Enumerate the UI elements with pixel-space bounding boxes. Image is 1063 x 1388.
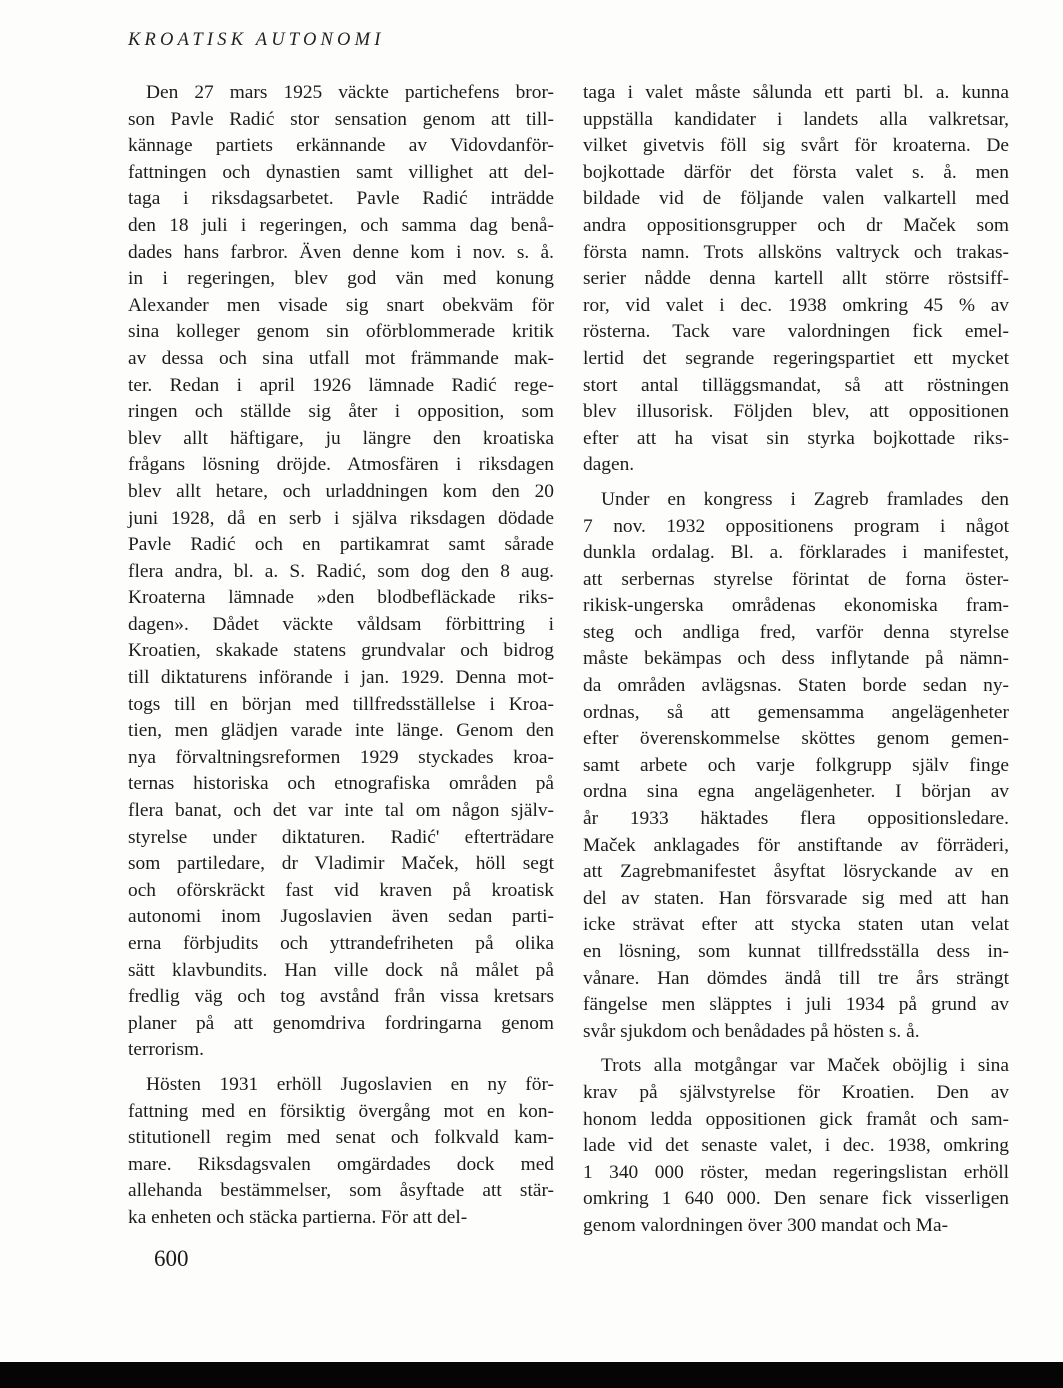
text-line: samt arbete och varje folkgrupp själv finge	[583, 754, 1009, 776]
text-line: omkring 1 640 000. Den senare fick visserligen	[583, 1188, 1009, 1210]
text-line: da områden avlägsnas. Staten borde sedan ny-	[583, 675, 1009, 697]
text-line: efter att ha visat sin styrka bojkottade riks-	[583, 427, 1009, 449]
text-line: frågans lösning dröjde. Atmosfären i riksdagen	[128, 454, 554, 476]
text-line: blev allt hetare, och urladdningen kom den 20	[128, 480, 554, 502]
text-line: den 18 juli i regeringen, och samma dag benå-	[128, 214, 554, 236]
text-line: Trots alla motgångar var Maček oböjlig i sina	[601, 1055, 1009, 1077]
text-line: flera andra, bl. a. S. Radić, som dog den 8 aug.	[128, 560, 554, 582]
scan-border	[0, 1362, 1063, 1388]
text-line: vånare. Han dömdes ändå till tre års strängt	[583, 967, 1009, 989]
text-line: att Zagrebmanifestet åsyftat lösryckande av en	[583, 861, 1009, 883]
text-line: ter. Redan i april 1926 lämnade Radić rege-	[128, 374, 554, 396]
text-line: allehanda bestämmelser, som åsyftade att stär-	[128, 1180, 554, 1202]
text-line: en lösning, som kunnat tillfredsställa dess in-	[583, 941, 1009, 962]
text-line: planer på att genomdriva fordringarna genom	[128, 1012, 554, 1034]
text-line: taga i valet måste sålunda ett parti bl. a. kunna	[583, 82, 1009, 103]
text-line: steg och andliga fred, varför denna styrelse	[583, 621, 1009, 643]
text-line: fattning med en försiktig övergång mot en kon-	[128, 1100, 554, 1122]
text-line: ordna sina egna angelägenheter. I början av	[583, 781, 1009, 803]
text-line: in i regeringen, blev god vän med konung	[128, 268, 554, 290]
text-line: del av staten. Han försvarade sig med att han	[583, 887, 1009, 909]
running-head: KROATISK AUTONOMI	[128, 30, 385, 50]
text-line: sina kolleger genom sin oförblommerade kritik	[128, 321, 554, 343]
text-line: Hösten 1931 erhöll Jugoslavien en ny för-	[146, 1073, 554, 1095]
text-line: nya förvaltningsreformen 1929 styckades kroa-	[128, 746, 554, 768]
text-line: 7 nov. 1932 oppositionens program i något	[583, 515, 1009, 537]
paragraph	[583, 1053, 1009, 1239]
text-line: ordnas, så att gemensamma angelägenheter	[583, 701, 1009, 723]
text-line: 1 340 000 röster, medan regeringslistan erhöll	[583, 1161, 1009, 1183]
text-line: bildade vid de följande valen valkartell med	[583, 188, 1009, 210]
text-line: styrelse under diktaturen. Radić' efterträdare	[128, 826, 554, 848]
text-line: sätt klavbundits. Han ville dock nå målet på	[128, 959, 554, 981]
text-line: honom ledda oppositionen gick framåt och sam-	[583, 1108, 1009, 1130]
text-line: dagen». Dådet väckte våldsam förbittring i	[128, 613, 554, 635]
text-line: lertid det segrande regeringspartiet ett mycket	[583, 347, 1009, 369]
paragraph	[583, 487, 1009, 1045]
text-line: stitutionell regim med senat och folkvald kam-	[128, 1127, 554, 1149]
text-line: fängelse men släpptes i juli 1934 på grund av	[583, 994, 1009, 1016]
text-line: Den 27 mars 1925 väckte partichefens bror-	[146, 82, 554, 103]
text-line: ror, vid valet i dec. 1938 omkring 45 % av	[583, 294, 1009, 316]
text-line: uppställa kandidater i landets alla valkretsar,	[583, 108, 1009, 130]
paragraph	[128, 80, 554, 1064]
text-line: bojkottade därför det första valet s. å. men	[583, 161, 1009, 183]
text-line: rikisk-ungerska områdenas ekonomiska fram-	[583, 595, 1009, 617]
text-line: svår sjukdom och benådades på hösten s. å.	[583, 1020, 920, 1042]
paragraph-gap	[583, 1045, 1009, 1053]
text-line: som partiledare, dr Vladimir Maček, höll segt	[128, 853, 554, 875]
text-line: andra oppositionsgrupper och dr Maček som	[583, 214, 1009, 236]
text-line: erna förbjudits och yttrandefriheten på olika	[128, 933, 554, 954]
text-line: dagen.	[583, 454, 635, 476]
text-line: fattningen och dynastien samt villighet att del-	[128, 161, 554, 183]
text-line: dades hans farbror. Även denne kom i nov. s. å.	[128, 241, 554, 263]
paragraph-gap	[128, 1064, 554, 1072]
text-line: mare. Riksdagsvalen omgärdades dock med	[128, 1153, 554, 1175]
text-line: ka enheten och stäcka partierna. För att del-	[128, 1206, 468, 1228]
text-line: blev allt häftigare, ju längre den kroatiska	[128, 427, 554, 449]
right-column	[583, 80, 1009, 1240]
text-line: att serbernas styrelse förintat de forna öster-	[583, 568, 1009, 590]
text-line: terrorism.	[128, 1039, 204, 1061]
paragraph-gap	[583, 479, 1009, 487]
text-line: måste bekämpas och dess inflytande på nämn-	[583, 648, 1009, 670]
text-line: kännage partiets erkännande av Vidovdanför-	[128, 135, 554, 157]
text-line: taga i riksdagsarbetet. Pavle Radić inträdde	[128, 188, 554, 210]
text-line: Pavle Radić och en partikamrat samt sårade	[128, 534, 554, 556]
text-line: son Pavle Radić stor sensation genom att till-	[128, 108, 554, 130]
text-line: serier nådde denna kartell allt större röstsiff-	[583, 268, 1009, 290]
text-line: Kroaterna lämnade »den blodbefläckade riks-	[128, 587, 554, 609]
text-line: juni 1928, då en serb i själva riksdagen dödade	[128, 507, 554, 529]
text-line: autonomi inom Jugoslavien även sedan parti-	[128, 906, 554, 928]
left-column	[128, 80, 554, 1232]
page-number: 600	[154, 1246, 189, 1271]
text-line: av dessa och sina utfall mot främmande mak-	[128, 347, 554, 369]
text-line: genom valordningen över 300 mandat och Ma-	[583, 1214, 949, 1236]
text-line: rösterna. Tack vare valordningen fick emel-	[583, 321, 1009, 343]
text-line: Under en kongress i Zagreb framlades den	[601, 488, 1009, 510]
text-line: stort antal tilläggsmandat, så att röstningen	[583, 374, 1009, 396]
text-line: lade vid det senaste valet, i dec. 1938, omkring	[583, 1135, 1009, 1157]
text-line: Alexander men visade sig snart obekväm för	[128, 294, 554, 316]
text-line: krav på självstyrelse för Kroatien. Den av	[583, 1081, 1009, 1103]
paragraph	[583, 80, 1009, 479]
text-line: flera banat, och det var inte tal om någon själv-	[128, 800, 554, 822]
text-line: Kroatien, skakade statens grundvalar och bidrog	[128, 640, 554, 662]
text-line: togs till en början med tillfredsställelse i Kroa-	[128, 693, 554, 715]
text-line: blev illusorisk. Följden blev, att oppositionen	[583, 401, 1009, 423]
text-line: fredlig väg och tog avstånd från vissa kretsars	[128, 986, 554, 1008]
text-line: tien, men glädjen varade inte länge. Genom den	[128, 720, 554, 742]
text-line: ringen och ställde sig åter i opposition, som	[128, 401, 554, 423]
text-line: Maček anklagades för anstiftande av förräderi,	[583, 834, 1009, 856]
text-line: år 1933 häktades flera oppositionsledare.	[583, 808, 1009, 830]
text-line: första namn. Trots allsköns valtryck och trakas-	[583, 241, 1009, 263]
text-line: icke strävat efter att stycka staten utan velat	[583, 914, 1009, 936]
text-line: till diktaturens införande i jan. 1929. Denna mot-	[128, 667, 554, 689]
text-line: ternas historiska och etnografiska områden på	[128, 773, 554, 795]
text-line: dunkla ordalag. Bl. a. förklarades i manifestet,	[583, 542, 1009, 564]
paragraph	[128, 1072, 554, 1232]
text-line: vilket givetvis föll sig svårt för kroaterna. De	[583, 135, 1009, 157]
text-line: efter överenskommelse sköttes genom gemen-	[583, 728, 1009, 750]
text-line: och oförskräckt fast vid kraven på kroatisk	[128, 879, 554, 901]
